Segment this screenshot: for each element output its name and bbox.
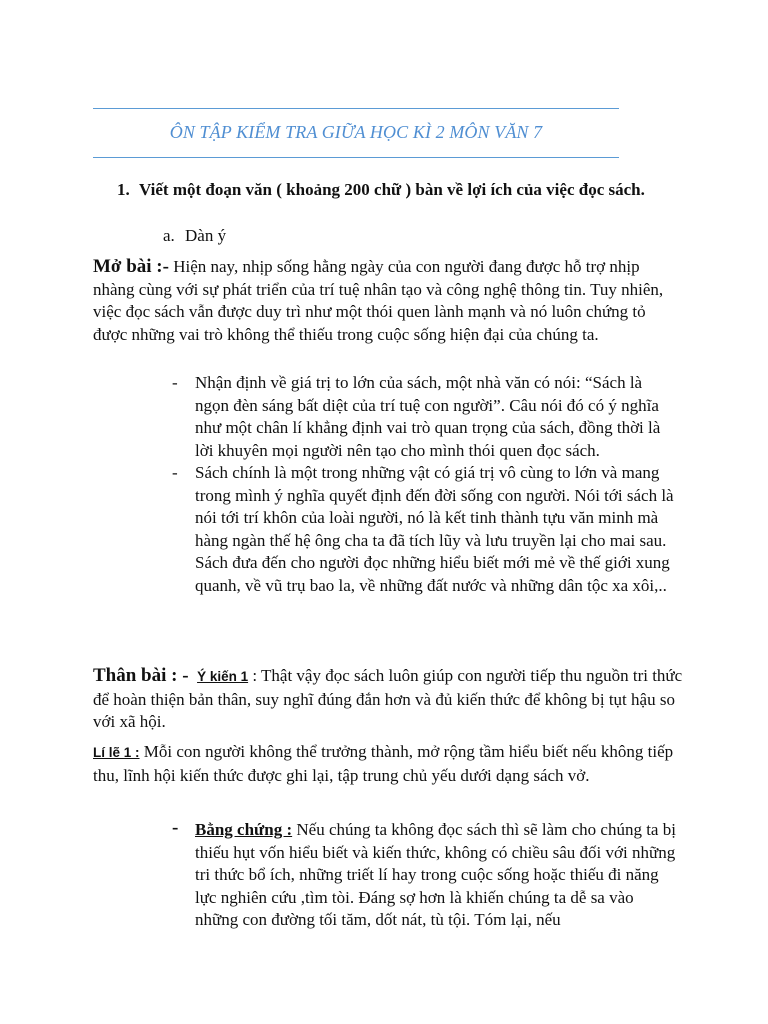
bullet-dash: -	[172, 463, 178, 482]
li-le-label: Lí lẽ 1 :	[93, 745, 140, 760]
y-kien-label: Ý kiến 1	[197, 669, 249, 684]
sub-item-label: a.	[163, 226, 175, 245]
li-le-paragraph	[93, 741, 683, 787]
than-bai-paragraph	[93, 665, 683, 734]
mo-bai-paragraph	[93, 256, 683, 346]
bullet-text: Nhận định về giá trị to lớn của sách, một nhà văn có nói: “Sách là ngọn đèn sáng bất diệt của trí tuệ con người”. Câu nói đó có ý nghĩa như một chân lí khẳng định vai trò quan trọng của sách, đồng thời là lời khuyên mọi người nên tạo cho mình thói quen đọc sách.	[195, 373, 661, 460]
sub-item-a	[163, 224, 226, 247]
mo-bai-text: Hiện nay, nhịp sống hằng ngày của con người đang được hỗ trợ nhịp nhàng cùng với sự phát triển của trí tuệ nhân tạo và công nghệ thông tin. Tuy nhiên, việc đọc sách vẫn được duy trì như một thói quen lành mạnh và nó luôn chứng tỏ được những vai trò không thể thiếu trong cuộc sống hiện đại của chúng ta.	[93, 257, 664, 344]
title-top-rule	[93, 108, 619, 109]
bullet-dash: -	[172, 817, 179, 838]
mo-bai-heading: Mở bài :-	[93, 256, 169, 277]
than-bai-text: : Thật vậy đọc sách luôn giúp con người tiếp thu nguồn tri thức để hoàn thiện bản thân, suy nghĩ đúng đắn hơn và đủ kiến thức để không bị tụt hậu so với xã hội.	[93, 666, 683, 731]
bang-chung-text: Nếu chúng ta không đọc sách thì sẽ làm cho chúng ta bị thiếu hụt vốn hiểu biết và kiến thức, không có chiều sâu đối với những tri thức bổ ích, những triết lí hay trong cuộc sống hoặc thiếu đi năng lực nghiên cứu ,tìm tòi. Đáng sợ hơn là khiến chúng ta dễ sa vào những con đường tối tăm, dốt nát, tù tội. Tóm lại, nếu	[195, 820, 676, 929]
question-number: 1.	[117, 180, 130, 199]
bullet-text: Sách chính là một trong những vật có giá trị vô cùng to lớn và mang trong mình ý nghĩa quyết định đến đời sống con người. Nói tới sách là nói tới trí khôn của loài người, nó là kết tinh thành tựu văn minh mà hàng ngàn thế hệ ông cha ta đã tích lũy và lưu truyền lại cho mai sau. Sách đưa đến cho người đọc những hiểu biết mới mẻ về thế giới xung quanh, về vũ trụ bao la, về những đất nước và những dân tộc xa xôi,..	[195, 463, 674, 595]
bullet-dash: -	[172, 373, 178, 392]
li-le-text: Mỗi con người không thể trưởng thành, mở rộng tầm hiểu biết nếu không tiếp thu, lĩnh hội kiến thức được ghi lại, tập trung chủ yếu dưới dạng sách vở.	[93, 742, 674, 785]
list-item	[172, 462, 680, 597]
question-1	[117, 178, 677, 201]
bang-chung-item	[172, 819, 680, 932]
than-bai-heading: Thân bài : -	[93, 665, 189, 686]
bang-chung-label: Bằng chứng :	[195, 820, 293, 839]
sub-item-text: Dàn ý	[185, 226, 227, 245]
page-title: ÔN TẬP KIỂM TRA GIỮA HỌC KÌ 2 MÔN VĂN 7	[169, 122, 543, 142]
question-text: Viết một đoạn văn ( khoảng 200 chữ ) bàn về lợi ích của việc đọc sách.	[139, 180, 645, 199]
list-item	[172, 372, 680, 462]
mo-bai-bullet-list	[172, 372, 680, 597]
title-bottom-rule	[93, 157, 619, 158]
